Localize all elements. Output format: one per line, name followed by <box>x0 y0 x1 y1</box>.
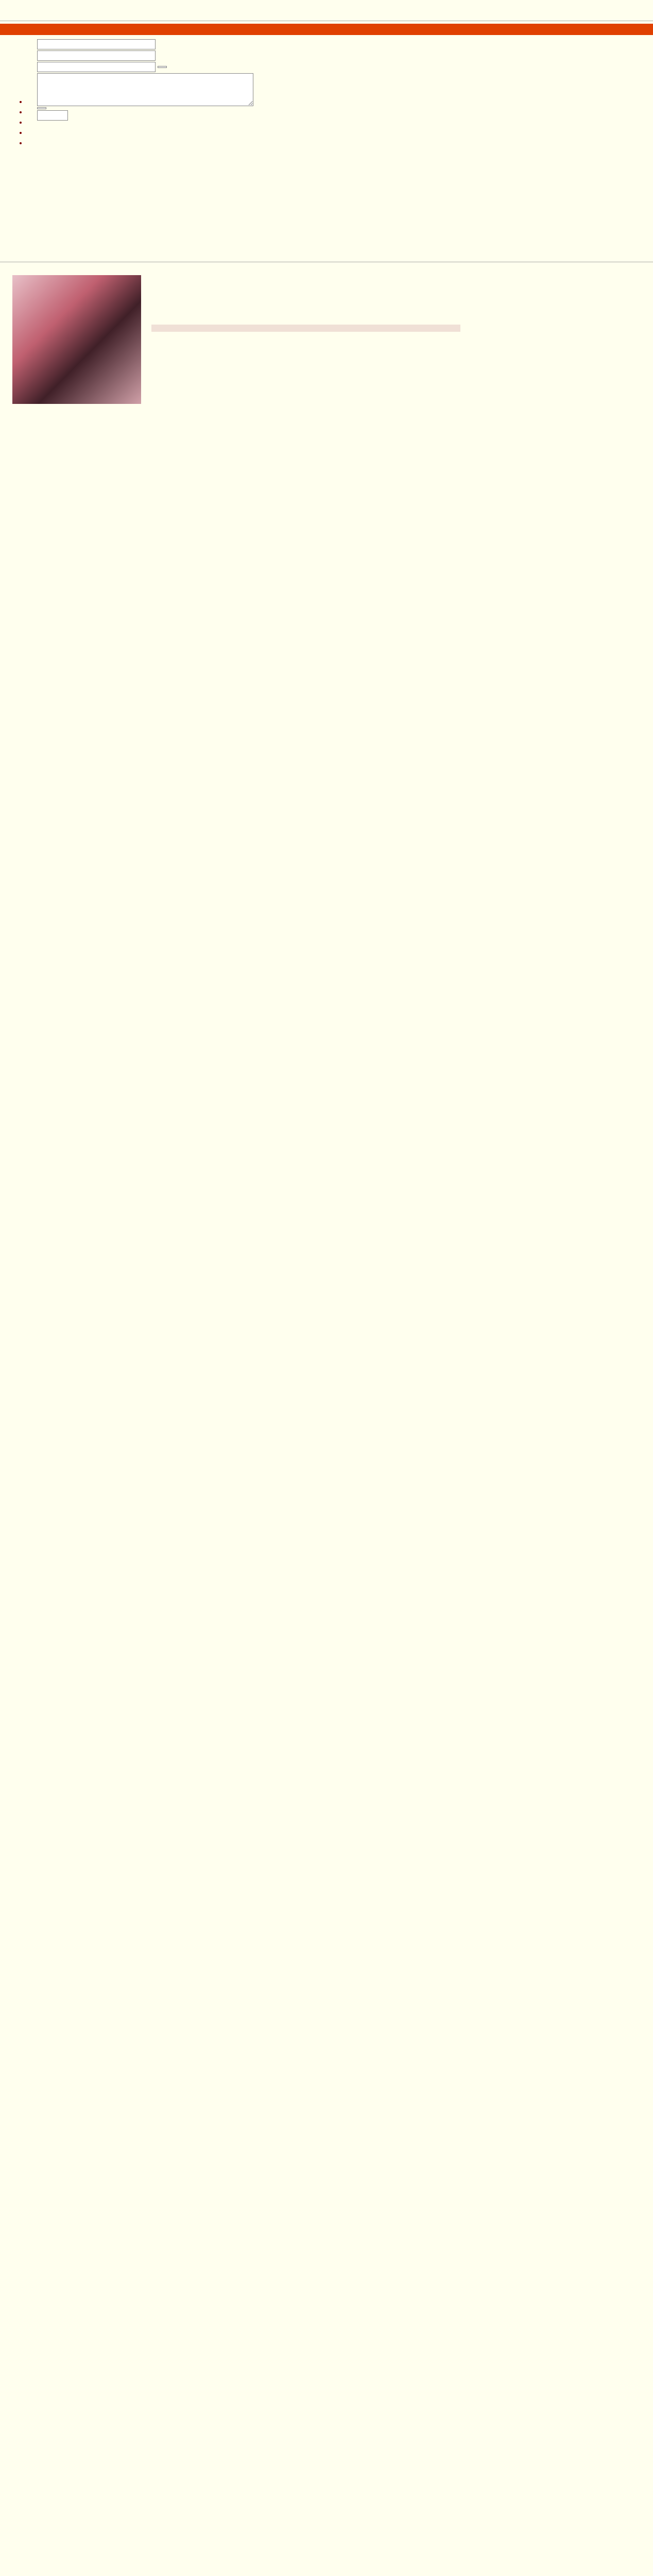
op-thumbnail-image[interactable] <box>12 275 141 404</box>
reply-mode-bar <box>0 24 653 35</box>
email-input[interactable] <box>37 50 156 61</box>
post-form <box>4 39 253 122</box>
delete-key-input[interactable] <box>37 110 68 121</box>
name-input[interactable] <box>37 39 156 49</box>
subject-input[interactable] <box>37 62 156 72</box>
comment-textarea[interactable] <box>37 73 253 106</box>
board-notes <box>19 98 27 150</box>
submit-button[interactable] <box>158 66 167 68</box>
reply-post <box>151 325 460 332</box>
choose-file-button[interactable] <box>37 107 46 109</box>
